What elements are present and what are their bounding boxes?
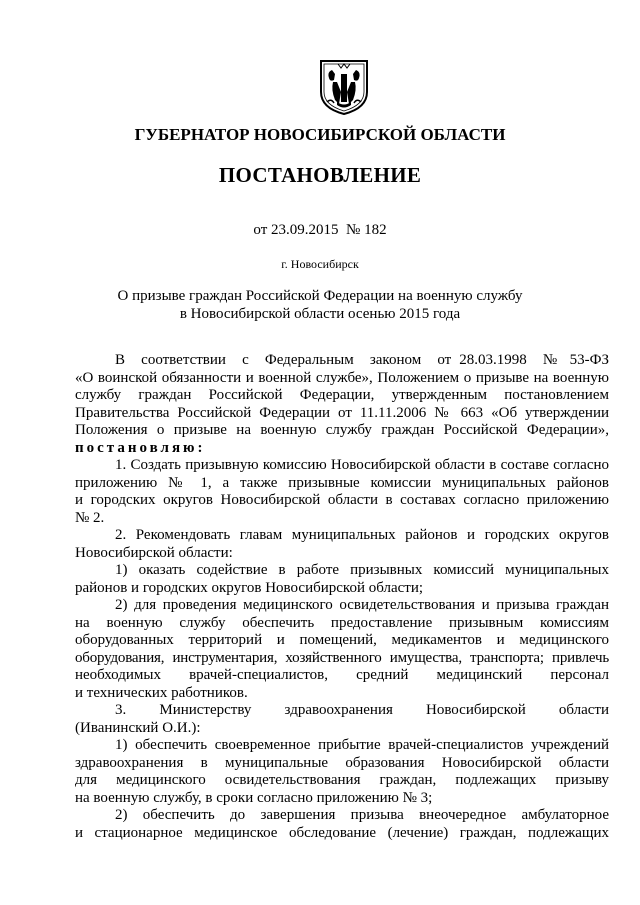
subject-line: в Новосибирской области осенью 2015 года <box>179 306 461 322</box>
body-line: на военную службу обеспечить предоставление призывным комиссиям <box>75 614 609 631</box>
issue-city: г. Новосибирск <box>281 257 359 271</box>
body-line: 2. Рекомендовать главам муниципальных районов и городских округов <box>115 527 609 543</box>
body-line: 2) для проведения медицинского освидетельствования и призыва граждан <box>115 597 609 613</box>
coat-of-arms-icon <box>317 58 371 116</box>
body-line: Новосибирской области: <box>75 544 233 561</box>
body-line: Положения о призыве на военную службу граждан Российской Федерации», <box>75 422 609 438</box>
body-line: 1) обеспечить своевременное прибытие врачей-специалистов учреждений <box>115 737 609 753</box>
date-and-number: от 23.09.2015 № 182 <box>253 222 387 238</box>
body-line-decree-word: постановляю: <box>75 439 206 456</box>
body-line: 1) оказать содействие в работе призывных комиссий муниципальных <box>115 562 609 578</box>
body-line: и стационарное медицинское обследование (лечение) граждан, подлежащих <box>75 824 609 841</box>
body-line: приложению № 1, а также призывные комиссии муниципальных районов <box>75 474 609 491</box>
body-line: для медицинского освидетельствования граждан, подлежащих призыву <box>75 772 609 788</box>
body-line: № 2. <box>75 509 105 526</box>
document-type-title: ПОСТАНОВЛЕНИЕ <box>218 163 422 187</box>
body-line: «О воинской обязанности и военной службе», Положением о призыве на военную <box>75 369 609 386</box>
body-line: (Иванинский О.И.): <box>75 719 201 736</box>
body-line: В соответствии с Федеральным законом от 28.03.1998 № 53-ФЗ <box>115 352 609 368</box>
body-line: 3. Министерству здравоохранения Новосибирской области <box>115 702 609 718</box>
body-line: Правительства Российской Федерации от 11.11.2006 № 663 «Об утверждении <box>75 404 609 421</box>
body-line: на военную службу, в сроки согласно приложению № 3; <box>75 789 433 806</box>
body-line: необходимых врачей-специалистов, средний медицинский персонал <box>75 667 609 683</box>
subject-line: О призыве граждан Российской Федерации на военную службу <box>117 288 523 304</box>
issuing-authority: ГУБЕРНАТОР НОВОСИБИРСКОЙ ОБЛАСТИ <box>134 125 506 144</box>
body-line: 2) обеспечить до завершения призыва внеочередное амбулаторное <box>115 807 609 823</box>
body-line: здравоохранения в муниципальные образования Новосибирской области <box>75 754 609 771</box>
document-subject <box>0 287 640 323</box>
body-line: службу граждан Российской Федерации, утвержденным постановлением <box>75 387 609 403</box>
body-line: оборудования, инструментария, хозяйственного имущества, транспорта; привлечь <box>75 649 609 666</box>
body-line: районов и городских округов Новосибирской области; <box>75 579 424 596</box>
body-line: и городских округов Новосибирской области в составах согласно приложению <box>75 492 609 508</box>
body-line: 1. Создать призывную комиссию Новосибирской области в составе согласно <box>115 457 609 473</box>
document-body <box>75 352 609 842</box>
body-line: и технических работников. <box>75 684 248 701</box>
body-line: оборудованных территорий и помещений, медикаментов и медицинского <box>75 632 609 648</box>
